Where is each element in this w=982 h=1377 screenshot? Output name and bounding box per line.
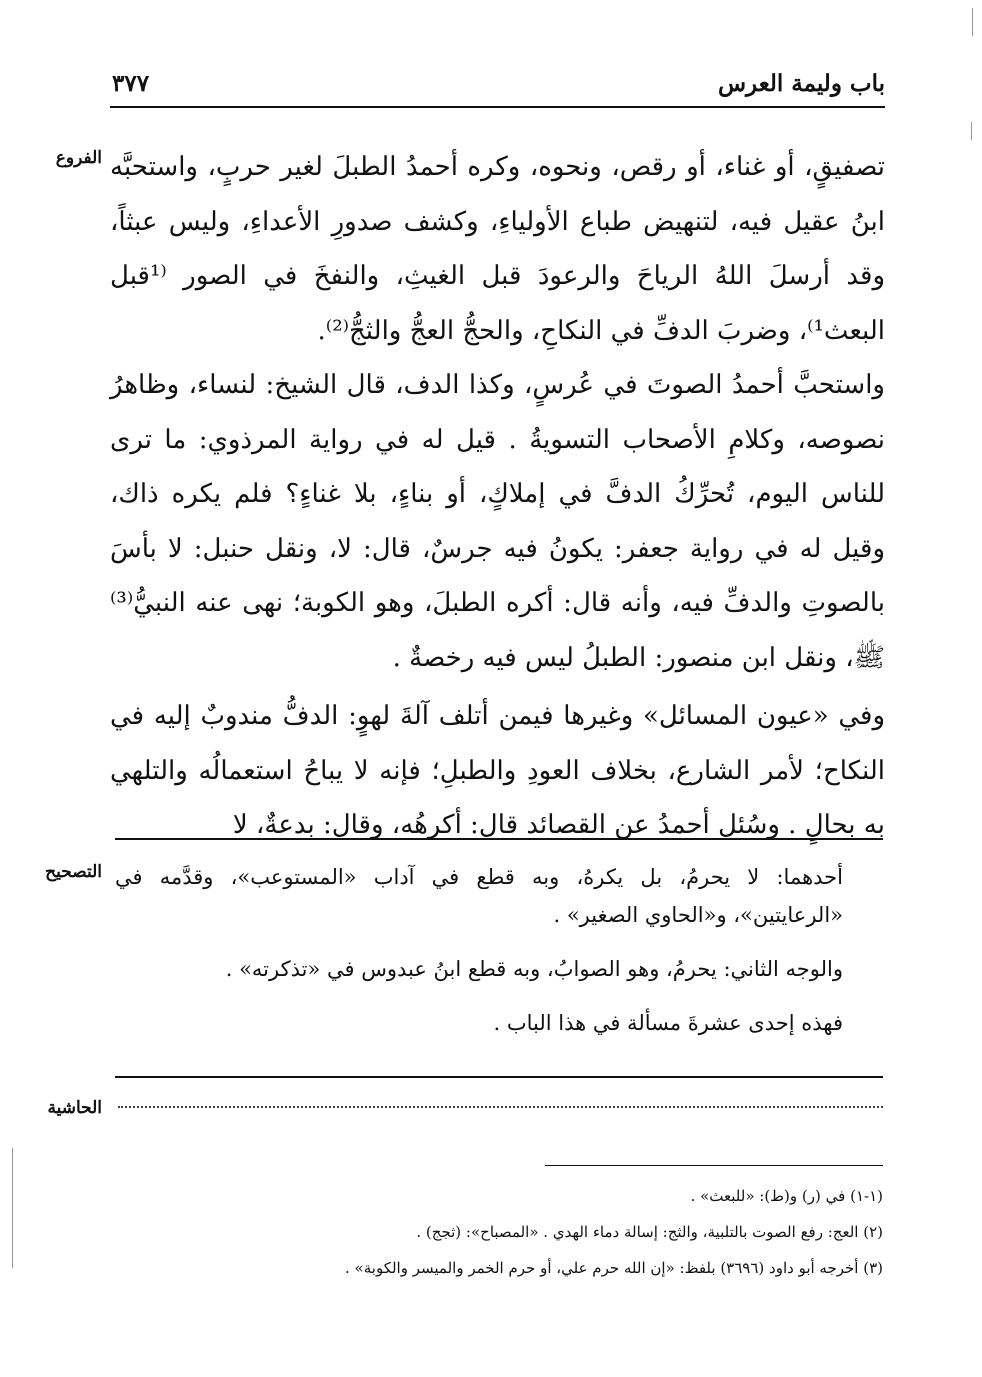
tashih-paragraph: والوجه الثاني: يحرمُ، وهو الصوابُ، وبه قطع ابنُ عبدوس في «تذكرته» . [225,957,843,981]
main-paragraph: وفي «عيون المسائل» وغيرها فيمن أتلف آلةَ لهوٍ: الدفُّ مندوبٌ إليه في النكاح؛ لأمر الشارع، بخلاف العودِ والطبلِ؛ فإنه لا يباحُ استعمالُه والتلهي به بحالٍ . وسُئل أحمدُ عن القصائد قال: أكرهُه، وقال: بدعةٌ، لا [110,701,885,840]
chapter-title: باب وليمة العرس [717,70,885,97]
main-text [110,140,885,853]
margin-label-tashih: التصحيح [45,862,102,882]
section-divider [115,838,883,840]
scan-edge-line [971,122,972,140]
page-header [110,70,885,104]
hashiya-dotted-line [118,1106,883,1108]
main-paragraph: تصفيقٍ، أو غناء، أو رقص، ونحوه، وكره أحمدُ الطبلَ لغير حربٍ، واستحبَّه ابنُ عقيل فيه، لتنهيض طباع الأولياءِ، وكشف صدورِ الأعداءِ، وليس عبثاً، وقد أرسلَ اللهُ الرياحَ والرعودَ قبل الغيثِ، والنفخَ في الصور ⁽¹قبل البعث¹⁾، وضربَ الدفِّ في النكاحِ، والحجُّ العجُّ والثجُّ⁽²⁾. [110,152,886,346]
scan-edge-line [972,8,973,36]
footnote: (٢) العج: رفع الصوت بالتلبية، والثج: إسالة دماء الهدي . «المصباح»: (ثجج) . [416,1223,883,1241]
margin-label-hashiya: الحاشية [47,1098,102,1118]
section-divider [115,1076,883,1078]
margin-label-furu: الفروع [55,148,102,168]
footnote: (١-١) في (ر) و(ط): «للبعث» . [690,1187,883,1205]
footnote-rule [545,1165,883,1166]
tashih-text [115,858,843,1042]
scan-edge-line [12,1148,13,1268]
page-number: ٣٧٧ [112,70,150,97]
footnotes [150,1184,883,1292]
main-paragraph: واستحبَّ أحمدُ الصوتَ في عُرسٍ، وكذا الدف، قال الشيخ: لنساء، وظاهرُ نصوصه، وكلامِ الأصحاب التسويةُ . قيل له في رواية المرذوي: ما ترى للناس اليوم، تُحرِّكُ الدفَّ في إملاكٍ، أو بناءٍ، بلا غناءٍ؟ فلم يكره ذاك، وقيل له في رواية جعفر: يكونُ فيه جرسٌ، قال: لا، ونقل حنبل: لا بأسَ بالصوتِ والدفِّ فيه، وأنه قال: أكره الطبلَ، وهو الكوبة؛ نهى عنه النبيُّ⁽³⁾ ﷺ، ونقل ابن منصور: الطبلُ ليس فيه رخصةٌ . [110,370,885,673]
header-rule [110,106,885,108]
tashih-paragraph: أحدهما: لا يحرمُ، بل يكرهُ، وبه قطع في آداب «المستوعب»، وقدَّمه في «الرعايتين»، و«الحاوي الصغير» . [115,865,843,927]
tashih-paragraph: فهذه إحدى عشرةَ مسألة في هذا الباب . [493,1011,843,1035]
footnote: (٣) أخرجه أبو داود (٣٦٩٦) بلفظ: «إن الله حرم علي، أو حرم الخمر والميسر والكوبة» . [345,1259,883,1277]
